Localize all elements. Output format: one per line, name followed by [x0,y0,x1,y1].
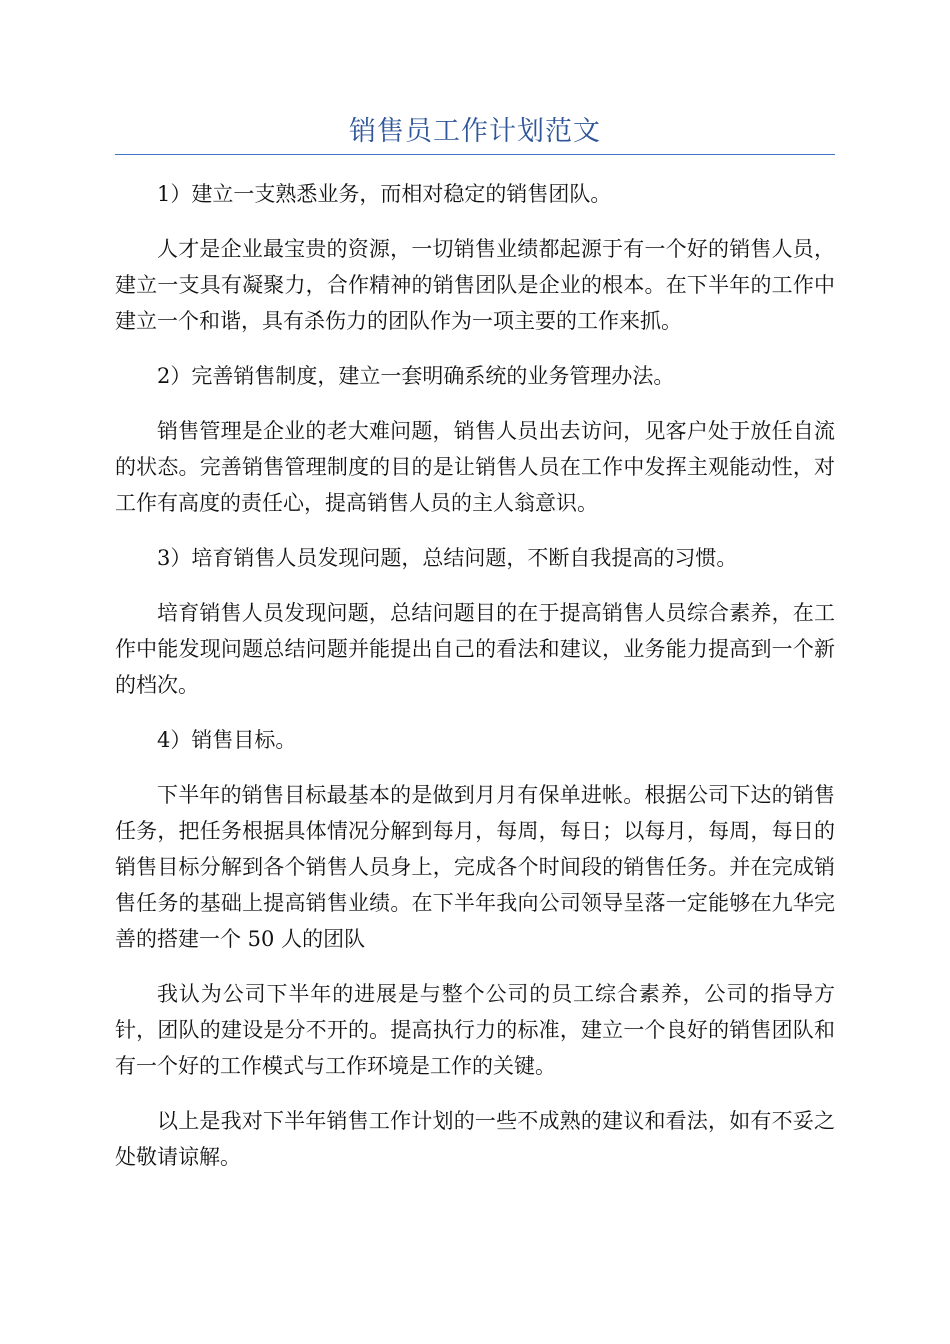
paragraph-4: 下半年的销售目标最基本的是做到月月有保单进帐。根据公司下达的销售任务，把任务根据具体情况分解到每月，每周，每日；以每月，每周，每日的销售目标分解到各个销售人员身上，完成各个时间段的销售任务。并在完成销售任务的基础上提高销售业绩。在下半年我向公司领导呈落一定能够在九华完善的搭建一个 50 人的团队 [115,783,835,951]
document-title: 销售员工作计划范文 [349,116,601,147]
paragraph-2: 销售管理是企业的老大难问题，销售人员出去访问，见客户处于放任自流的状态。完善销售管理制度的目的是让销售人员在工作中发挥主观能动性，对工作有高度的责任心，提高销售人员的主人翁意识。 [115,419,835,515]
heading-3: 3）培育销售人员发现问题，总结问题，不断自我提高的习惯。 [157,546,738,570]
heading-1: 1）建立一支熟悉业务，而相对稳定的销售团队。 [157,182,612,206]
title-underline [115,154,835,155]
heading-2: 2）完善销售制度，建立一套明确系统的业务管理办法。 [157,364,675,388]
paragraph-5: 我认为公司下半年的进展是与整个公司的员工综合素养，公司的指导方针，团队的建设是分不开的。提高执行力的标准，建立一个良好的销售团队和有一个好的工作模式与工作环境是工作的关键。 [115,982,835,1078]
document-body [115,176,835,1194]
heading-4: 4）销售目标。 [157,728,297,752]
paragraph-3: 培育销售人员发现问题，总结问题目的在于提高销售人员综合素养，在工作中能发现问题总结问题并能提出自己的看法和建议，业务能力提高到一个新的档次。 [115,601,835,697]
paragraph-1: 人才是企业最宝贵的资源，一切销售业绩都起源于有一个好的销售人员，建立一支具有凝聚力，合作精神的销售团队是企业的根本。在下半年的工作中建立一个和谐，具有杀伤力的团队作为一项主要的工作来抓。 [115,237,835,333]
paragraph-6: 以上是我对下半年销售工作计划的一些不成熟的建议和看法，如有不妥之处敬请谅解。 [115,1109,835,1169]
